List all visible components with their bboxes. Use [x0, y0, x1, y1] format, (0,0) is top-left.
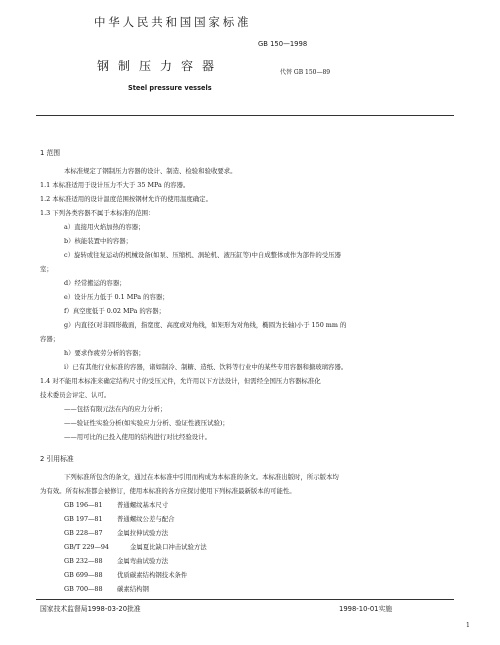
ref-title: 金属弯曲试验方法: [117, 557, 169, 565]
method-experimental: ——验证性实验分析(如实验应力分析、验证性液压试验)；: [64, 419, 229, 427]
section-2-para-line-2: 为有效。所有标准都会被修订，使用本标准的各方应探讨使用下列标准最新版本的可能性。: [40, 487, 296, 495]
method-comparative: ——用可比的已投入使用的结构进行对比经验设计。: [64, 433, 211, 441]
standard-title: 中华人民共和国国家标准: [94, 15, 252, 29]
ref-title: 普通螺纹公差与配合: [117, 515, 175, 523]
ref-code: GB 700—88: [64, 585, 103, 593]
clause-1-1: 1.1 本标准适用于设计压力不大于 35 MPa 的容器。: [40, 181, 190, 189]
ref-code: GB 196—81: [64, 501, 103, 509]
ref-title: 金属拉伸试验方法: [117, 529, 169, 537]
ref-code: GB 228—87: [64, 529, 103, 537]
item-c-line-2: 室；: [40, 265, 53, 273]
ref-code: GB 232—88: [64, 557, 103, 565]
item-d: d）经常搬运的容器；: [64, 279, 126, 287]
section-2-para-line-1: 下列标准所包含的条文，通过在本标准中引用而构成为本标准的条文。本标准出版时，所示版本均: [64, 473, 339, 481]
item-h: h）要求作疲劳分析的容器；: [64, 349, 145, 357]
item-f: f）真空度低于 0.02 MPa 的容器；: [64, 307, 165, 315]
clause-1-4-line-2: 技术委员会评定、认可。: [40, 391, 111, 399]
document-title: 钢制压力容器: [97, 59, 224, 73]
method-fea: ——包括有限元法在内的应力分析；: [64, 405, 167, 413]
clause-1-2: 1.2 本标准适用的设计温度范围按钢材允许的使用温度确定。: [40, 195, 212, 203]
section-2-heading: 2 引用标准: [40, 455, 74, 463]
item-e: e）设计压力低于 0.1 MPa 的容器；: [64, 293, 169, 301]
ref-title: 普通螺纹基本尺寸: [117, 501, 169, 509]
section-1-heading: 1 范围: [40, 149, 61, 157]
item-a: a）直接用火焰加热的容器；: [64, 223, 145, 231]
ref-code: GB 197—81: [64, 515, 103, 523]
ref-title: 金属夏比缺口冲击试验方法: [130, 543, 207, 551]
section-1-intro: 本标准规定了钢制压力容器的设计、制造、检验和验收要求。: [64, 167, 237, 175]
ref-title: 碳素结构钢: [117, 585, 149, 593]
ref-title: 优质碳素结构钢技术条件: [117, 571, 188, 579]
page-number: 1: [466, 622, 470, 629]
gb-number: GB 150—1998: [258, 40, 308, 48]
clause-1-4-line-1: 1.4 对不能用本标准来确定结构尺寸的受压元件，允许用以下方法设计，但需经全国压力容器标准化: [40, 377, 321, 385]
clause-1-3: 1.3 下列各类容器不属于本标准的范围：: [40, 209, 155, 217]
footer-divider: [36, 599, 454, 600]
implementation-date: 1998-10-01实施: [339, 605, 393, 613]
header-divider: [36, 115, 454, 116]
item-c-line-1: c）旋转或往复运动的机械设备(如泵、压缩机、涡轮机、液压缸等)中自成整体或作为部件的受压器: [64, 251, 341, 259]
item-g-line-2: 容器；: [40, 335, 60, 343]
english-title: Steel pressure vessels: [128, 84, 212, 92]
item-b: b）核能装置中的容器；: [64, 237, 132, 245]
replaces-note: 代替 GB 150—89: [280, 69, 331, 76]
item-i: i）已有其他行业标准的容器，诸如制冷、制糖、造纸、饮料等行业中的某些专用容器和搪玻璃容器。: [64, 363, 348, 371]
item-g-line-1: g）内直径(对非圆形截面，指宽度、高度或对角线，如矩形为对角线，椭圆为长轴)小于 150 mm 的: [64, 321, 347, 329]
approval-date: 国家技术监督局1998-03-20批准: [40, 605, 141, 613]
ref-code: GB/T 229—94: [64, 543, 109, 551]
ref-code: GB 699—88: [64, 571, 103, 579]
